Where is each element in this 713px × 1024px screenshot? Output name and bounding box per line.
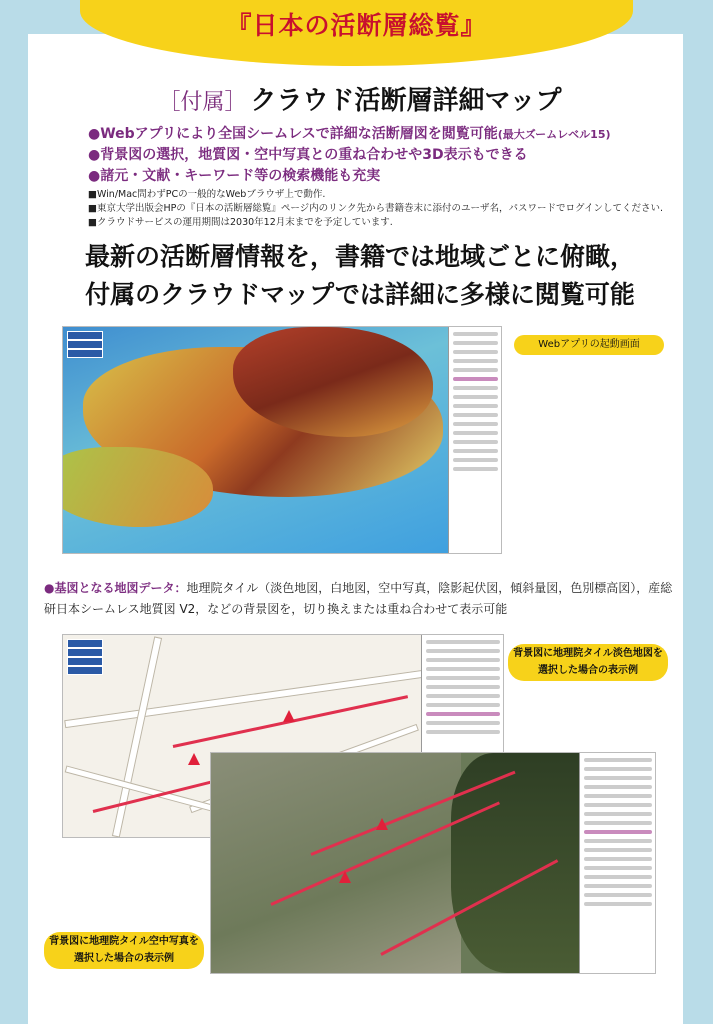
startup-screenshot	[62, 326, 502, 554]
feature-item: ●Webアプリにより全国シームレスで詳細な活断層図を閲覧可能(最大ズームレベル15)	[88, 126, 611, 142]
layer-button[interactable]	[67, 349, 103, 358]
headline	[40, 238, 680, 314]
layer-button[interactable]	[67, 648, 103, 657]
note-item: ■クラウドサービスの運用期間は2030年12月末までを予定しています.	[88, 217, 393, 228]
startup-caption: Webアプリの起動画面	[514, 335, 664, 355]
road	[64, 670, 424, 728]
map-data-description	[44, 578, 684, 620]
headline-line: 付属のクラウドマップでは詳細に多様に閲覧可能	[85, 280, 635, 309]
layer-panel[interactable]	[448, 327, 502, 553]
forest-area	[451, 753, 591, 973]
feature-item: ●諸元・文献・キーワード等の検索機能も充実	[88, 168, 381, 184]
aerial-photo-screenshot	[210, 752, 656, 974]
description-label: ●基図となる地図データ：	[44, 581, 187, 595]
note-item: ■Win/Mac問わずPCの一般的なWebブラウザ上で動作.	[88, 189, 326, 200]
pale-map-caption: 背景図に地理院タイル淡色地図を 選択した場合の表示例	[508, 644, 668, 681]
layer-button[interactable]	[67, 666, 103, 675]
subtitle	[60, 80, 660, 117]
description-text: 地理院タイル（淡色地図，白地図，空中写真，陰影起伏図，傾斜量図，色別標高図），産総研日本シームレス地質図 V2，などの背景図を，切り換えまたは重ね合わせて表示可能	[44, 581, 673, 616]
page-title: 『日本の活断層総覧』	[226, 11, 487, 40]
layer-button[interactable]	[67, 331, 103, 340]
notes-list	[88, 188, 688, 230]
headline-line: 最新の活断層情報を，書籍では地域ごとに俯瞰，	[84, 242, 635, 271]
arrow-marker-icon	[188, 753, 200, 765]
subtitle-prefix: ［付属］	[158, 90, 247, 115]
note-item: ■東京大学出版会HPの『日本の活断層総覧』ページ内のリンク先から書籍巻末に添付のユーザ名，パスワードでログインしてください.	[88, 203, 664, 214]
arrow-marker-icon	[376, 818, 388, 830]
feature-item: ●背景図の選択，地質図・空中写真との重ね合わせや3D表示もできる	[88, 147, 528, 163]
field-area	[211, 753, 461, 973]
arrow-marker-icon	[283, 710, 295, 722]
layer-button[interactable]	[67, 340, 103, 349]
road	[112, 636, 162, 837]
aerial-photo-caption: 背景図に地理院タイル空中写真を 選択した場合の表示例	[44, 932, 204, 969]
layer-button[interactable]	[67, 657, 103, 666]
feature-list	[88, 124, 688, 187]
subtitle-main: クラウド活断層詳細マップ	[250, 86, 562, 116]
layer-button[interactable]	[67, 639, 103, 648]
arrow-marker-icon	[339, 871, 351, 883]
layer-panel[interactable]	[579, 753, 656, 973]
